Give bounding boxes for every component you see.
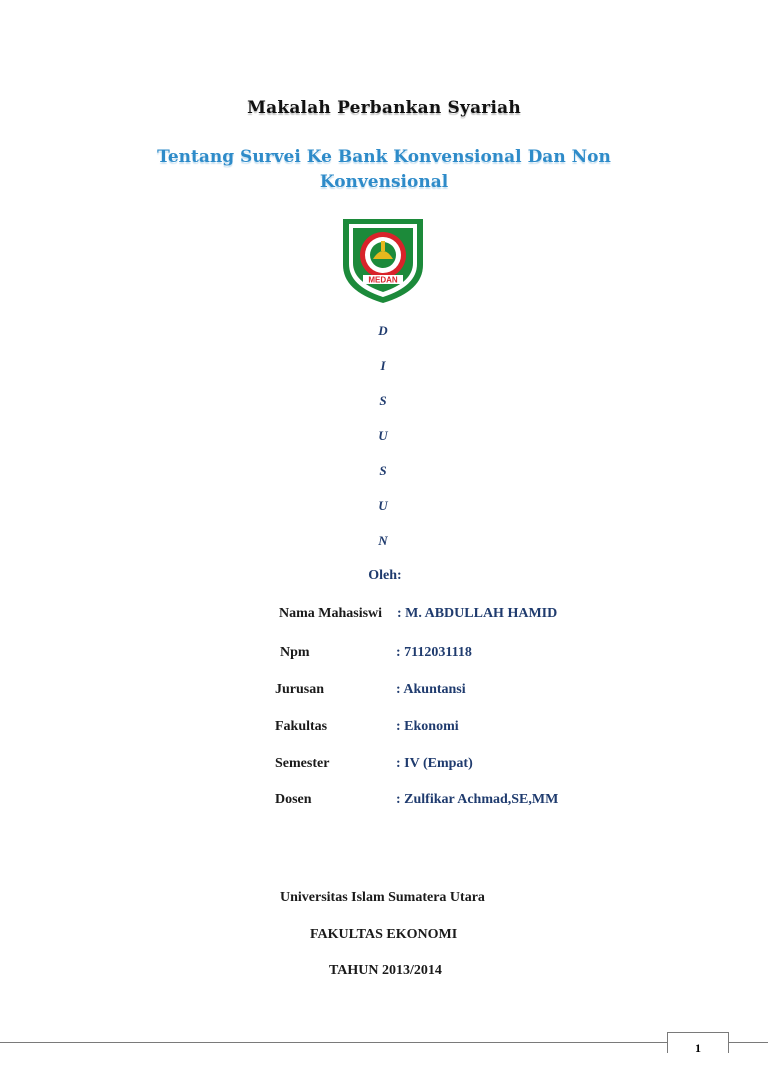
disusun-letter: U <box>378 498 388 513</box>
subtitle-line-2: Konvensional <box>319 172 449 192</box>
document-title: Makalah Perbankan Syariah <box>247 98 521 118</box>
disusun-letter: S <box>379 393 387 408</box>
field-label-fakultas: Fakultas <box>275 719 328 734</box>
footer-faculty: FAKULTAS EKONOMI <box>310 927 458 942</box>
disusun-letter: I <box>380 358 386 373</box>
field-value-jurusan: : Akuntansi <box>396 682 466 697</box>
field-label-npm: Npm <box>280 645 310 660</box>
field-label-nama: Nama Mahasiswi <box>279 606 383 621</box>
disusun-letter: N <box>378 533 388 548</box>
footer-divider <box>0 1042 768 1043</box>
field-value-fakultas: : Ekonomi <box>396 719 459 734</box>
svg-text:MEDAN: MEDAN <box>368 275 398 285</box>
field-value-dosen: : Zulfikar Achmad,SE,MM <box>396 792 559 807</box>
field-value-nama: : M. ABDULLAH HAMID <box>397 606 558 621</box>
university-logo <box>335 213 431 305</box>
uisu-crest-icon <box>335 213 431 305</box>
field-value-npm: : 7112031118 <box>396 645 472 660</box>
disusun-letter: S <box>379 463 387 478</box>
document-subtitle <box>0 145 768 195</box>
field-label-semester: Semester <box>275 756 330 771</box>
field-label-dosen: Dosen <box>275 792 312 807</box>
footer-year: TAHUN 2013/2014 <box>329 963 442 978</box>
page-number: 1 <box>667 1032 729 1053</box>
field-label-jurusan: Jurusan <box>275 682 325 697</box>
oleh-label: Oleh: <box>368 568 402 583</box>
footer-university: Universitas Islam Sumatera Utara <box>280 890 485 905</box>
disusun-letter: D <box>378 323 388 338</box>
subtitle-line-1: Tentang Survei Ke Bank Konvensional Dan Non <box>157 147 611 167</box>
disusun-letter: U <box>378 428 388 443</box>
field-value-semester: : IV (Empat) <box>396 756 473 771</box>
